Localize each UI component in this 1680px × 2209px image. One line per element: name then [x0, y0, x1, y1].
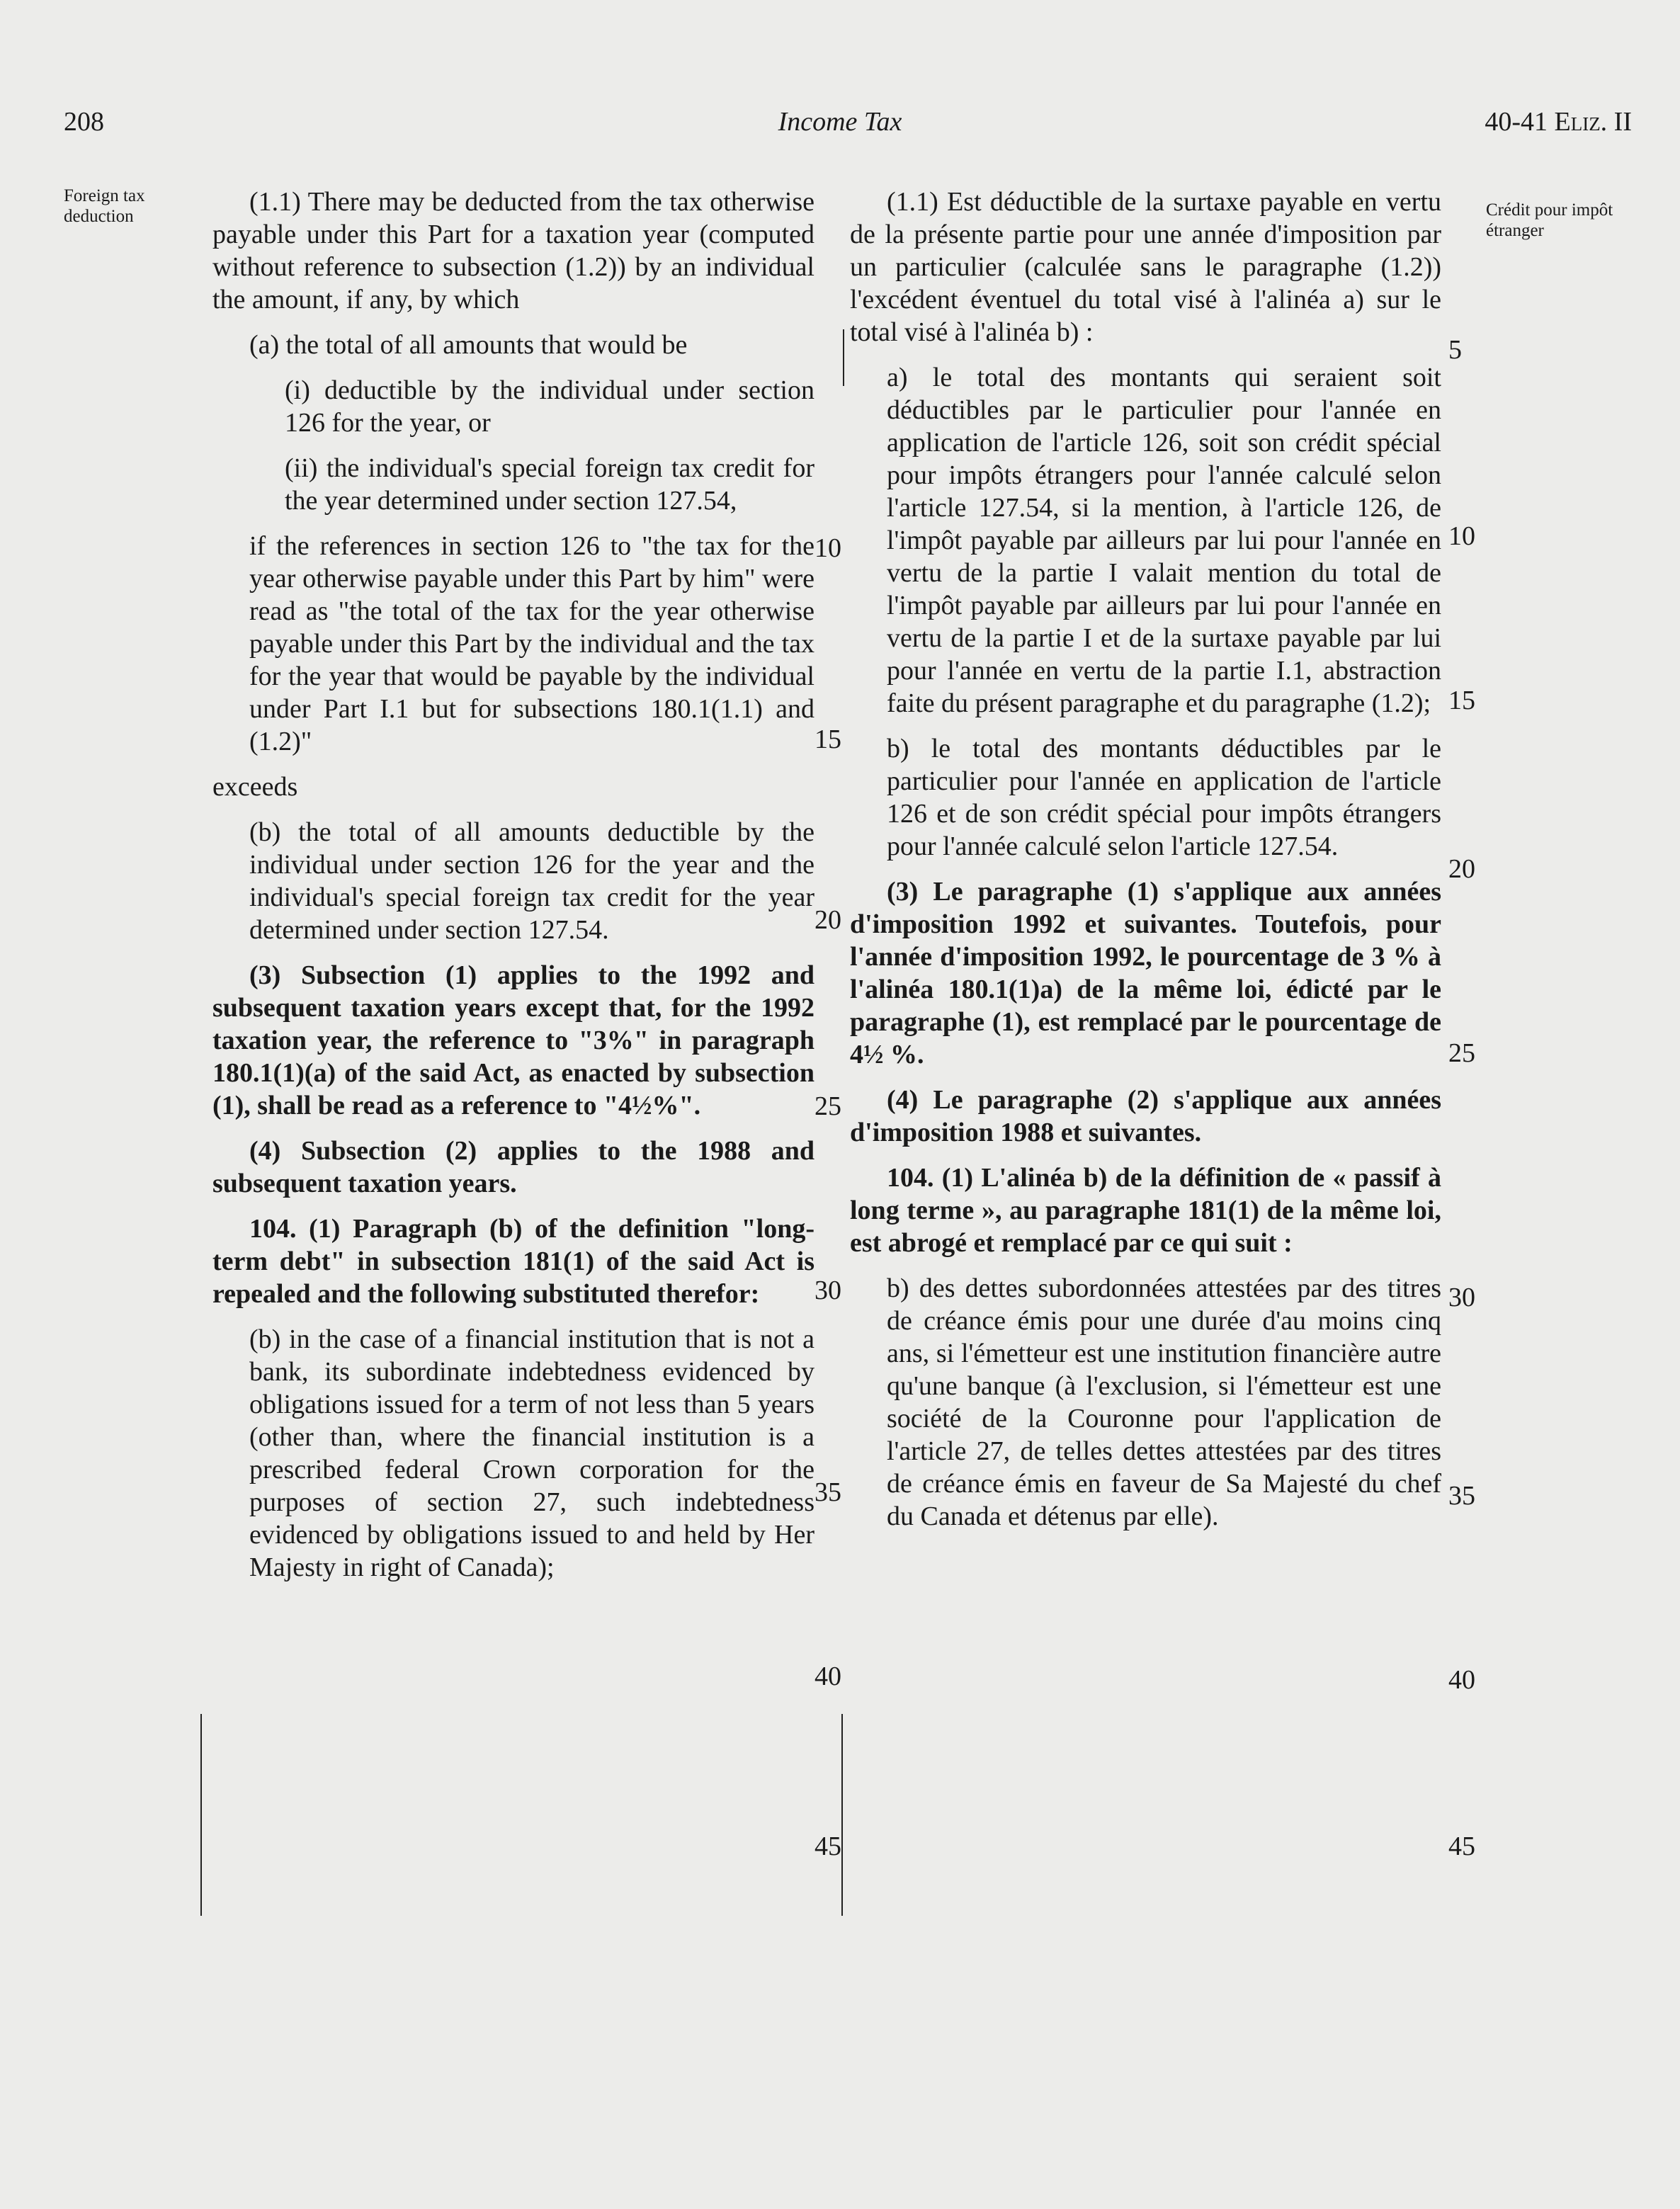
line-number: 10 [1448, 521, 1475, 551]
change-bar [841, 1714, 843, 1916]
page-number: 208 [64, 107, 104, 137]
fr-subsection-4: (4) Le paragraphe (2) s'applique aux années d'imposition 1988 et suivantes. [850, 1085, 1441, 1147]
en-subsection-4: (4) Subsection (2) applies to the 1988 and subsequent taxation years. [212, 1136, 815, 1198]
en-subpara-i: (i) deductible by the individual under section 126 for the year, or [285, 375, 815, 438]
en-para-1-1: (1.1) There may be deducted from the tax otherwise payable under this Part for a taxation year (computed without reference to subsection (1.2)) by an individual the amount, if any, by which [212, 187, 815, 314]
regnal-year: 40-41 Eliz. II [1485, 107, 1632, 137]
margin-note-right: Crédit pour impôt étranger [1486, 200, 1613, 240]
line-number: 35 [1448, 1481, 1475, 1511]
line-number: 30 [1448, 1283, 1475, 1312]
line-number: 40 [1448, 1665, 1475, 1695]
change-bar [200, 1714, 202, 1916]
en-para-a: (a) the total of all amounts that would be [249, 330, 688, 360]
line-number: 5 [1448, 335, 1462, 365]
line-number: 15 [815, 725, 841, 754]
line-number: 25 [1448, 1038, 1475, 1068]
english-column [212, 186, 815, 1596]
margin-note-left: Foreign tax deduction [64, 186, 145, 226]
en-para-b: (b) the total of all amounts deductible by the individual under section 126 for the year and the individual's special foreign tax credit for the year determined under section 127.54. [249, 817, 815, 945]
running-title: Income Tax [778, 107, 902, 137]
change-bar [843, 329, 844, 386]
fr-para-1-1: (1.1) Est déductible de la surtaxe payable en vertu de la présente partie pour une année d'imposition par un particulier (calculée sans le paragraphe (1.2)) l'excédent éventuel du total visé à l'alinéa a) sur le total visé à l'alinéa b) : [850, 187, 1441, 347]
line-number: 35 [815, 1477, 841, 1507]
line-number: 15 [1448, 686, 1475, 715]
en-exceeds: exceeds [212, 772, 298, 802]
fr-section-104: 104. (1) L'alinéa b) de la définition de « passif à long terme », au paragraphe 181(1) de la même loi, est abrogé et remplacé par ce qui suit : [850, 1163, 1441, 1258]
line-number: 40 [815, 1662, 841, 1691]
french-column [850, 186, 1441, 1545]
line-number: 20 [815, 905, 841, 935]
fr-subsection-3: (3) Le paragraphe (1) s'applique aux années d'imposition 1992 et suivantes. Toutefois, pour l'année d'imposition 1992, le pourcentage de 3 % à l'alinéa 180.1(1)a) de la même loi, édicté par le paragraphe (1), est remplacé par le pourcentage de 4½ %. [850, 877, 1441, 1069]
line-number: 45 [815, 1832, 841, 1861]
en-subsection-3: (3) Subsection (1) applies to the 1992 and subsequent taxation years except that, for the 1992 taxation year, the reference to "3%" in paragraph 180.1(1)(a) of the said Act, as enacted by subsection (1), shall be read as a reference to "4½%". [212, 960, 815, 1120]
line-number: 45 [1448, 1832, 1475, 1861]
line-number: 30 [815, 1276, 841, 1305]
en-section-104: 104. (1) Paragraph (b) of the definition "long-term debt" in subsection 181(1) of the said Act is repealed and the following substituted therefor: [212, 1214, 815, 1309]
en-subpara-ii: (ii) the individual's special foreign tax credit for the year determined under section 127.54, [285, 453, 815, 516]
line-number: 20 [1448, 854, 1475, 884]
line-number: 10 [815, 533, 841, 563]
line-number: 25 [815, 1091, 841, 1121]
fr-para-a: a) le total des montants qui seraient soit déductibles par le particulier pour l'année en application de l'article 126, soit son crédit spécial pour impôts étrangers pour l'année calculé selon l'article 127.54, si la mention, à l'article 126, de l'impôt payable par ailleurs par lui pour l'année en vertu de la partie I valait mention du total de l'impôt payable par ailleurs par lui pour l'année en vertu de la partie I et de la surtaxe payable par lui pour l'année en vertu de la partie I.1, abstraction faite du présent paragraphe et du paragraphe (1.2); [887, 363, 1441, 718]
en-para-b-long-term-debt: (b) in the case of a financial institution that is not a bank, its subordinate indebtedness evidenced by obligations issued for a term of not less than 5 years (other than, where the financial institution is a prescribed federal Crown corporation for the purposes of section 27, such indebtedness evidenced by obligations issued to and held by Her Majesty in right of Canada); [249, 1324, 815, 1582]
fr-para-b: b) le total des montants déductibles par le particulier pour l'année en application de l'article 126 et de son crédit spécial pour impôts étrangers pour l'année calculé selon l'article 127.54. [887, 734, 1441, 861]
fr-para-b-passif: b) des dettes subordonnées attestées par des titres de créance émis pour une durée d'au moins cinq ans, si l'émetteur est une institution financière autre qu'une banque (à l'exclusion, si l'émetteur est une société de la Couronne pour l'application de l'article 27, de telles dettes attestées par des titres de créance émis en faveur de Sa Majesté du chef du Canada et détenus par elle). [887, 1273, 1441, 1531]
en-references: if the references in section 126 to "the tax for the year otherwise payable under this Part by him" were read as "the total of the tax for the year otherwise payable under this Part by the individual and the tax for the year that would be payable by the individual under Part I.1 but for subsections 180.1(1.1) and (1.2)" [249, 531, 815, 756]
